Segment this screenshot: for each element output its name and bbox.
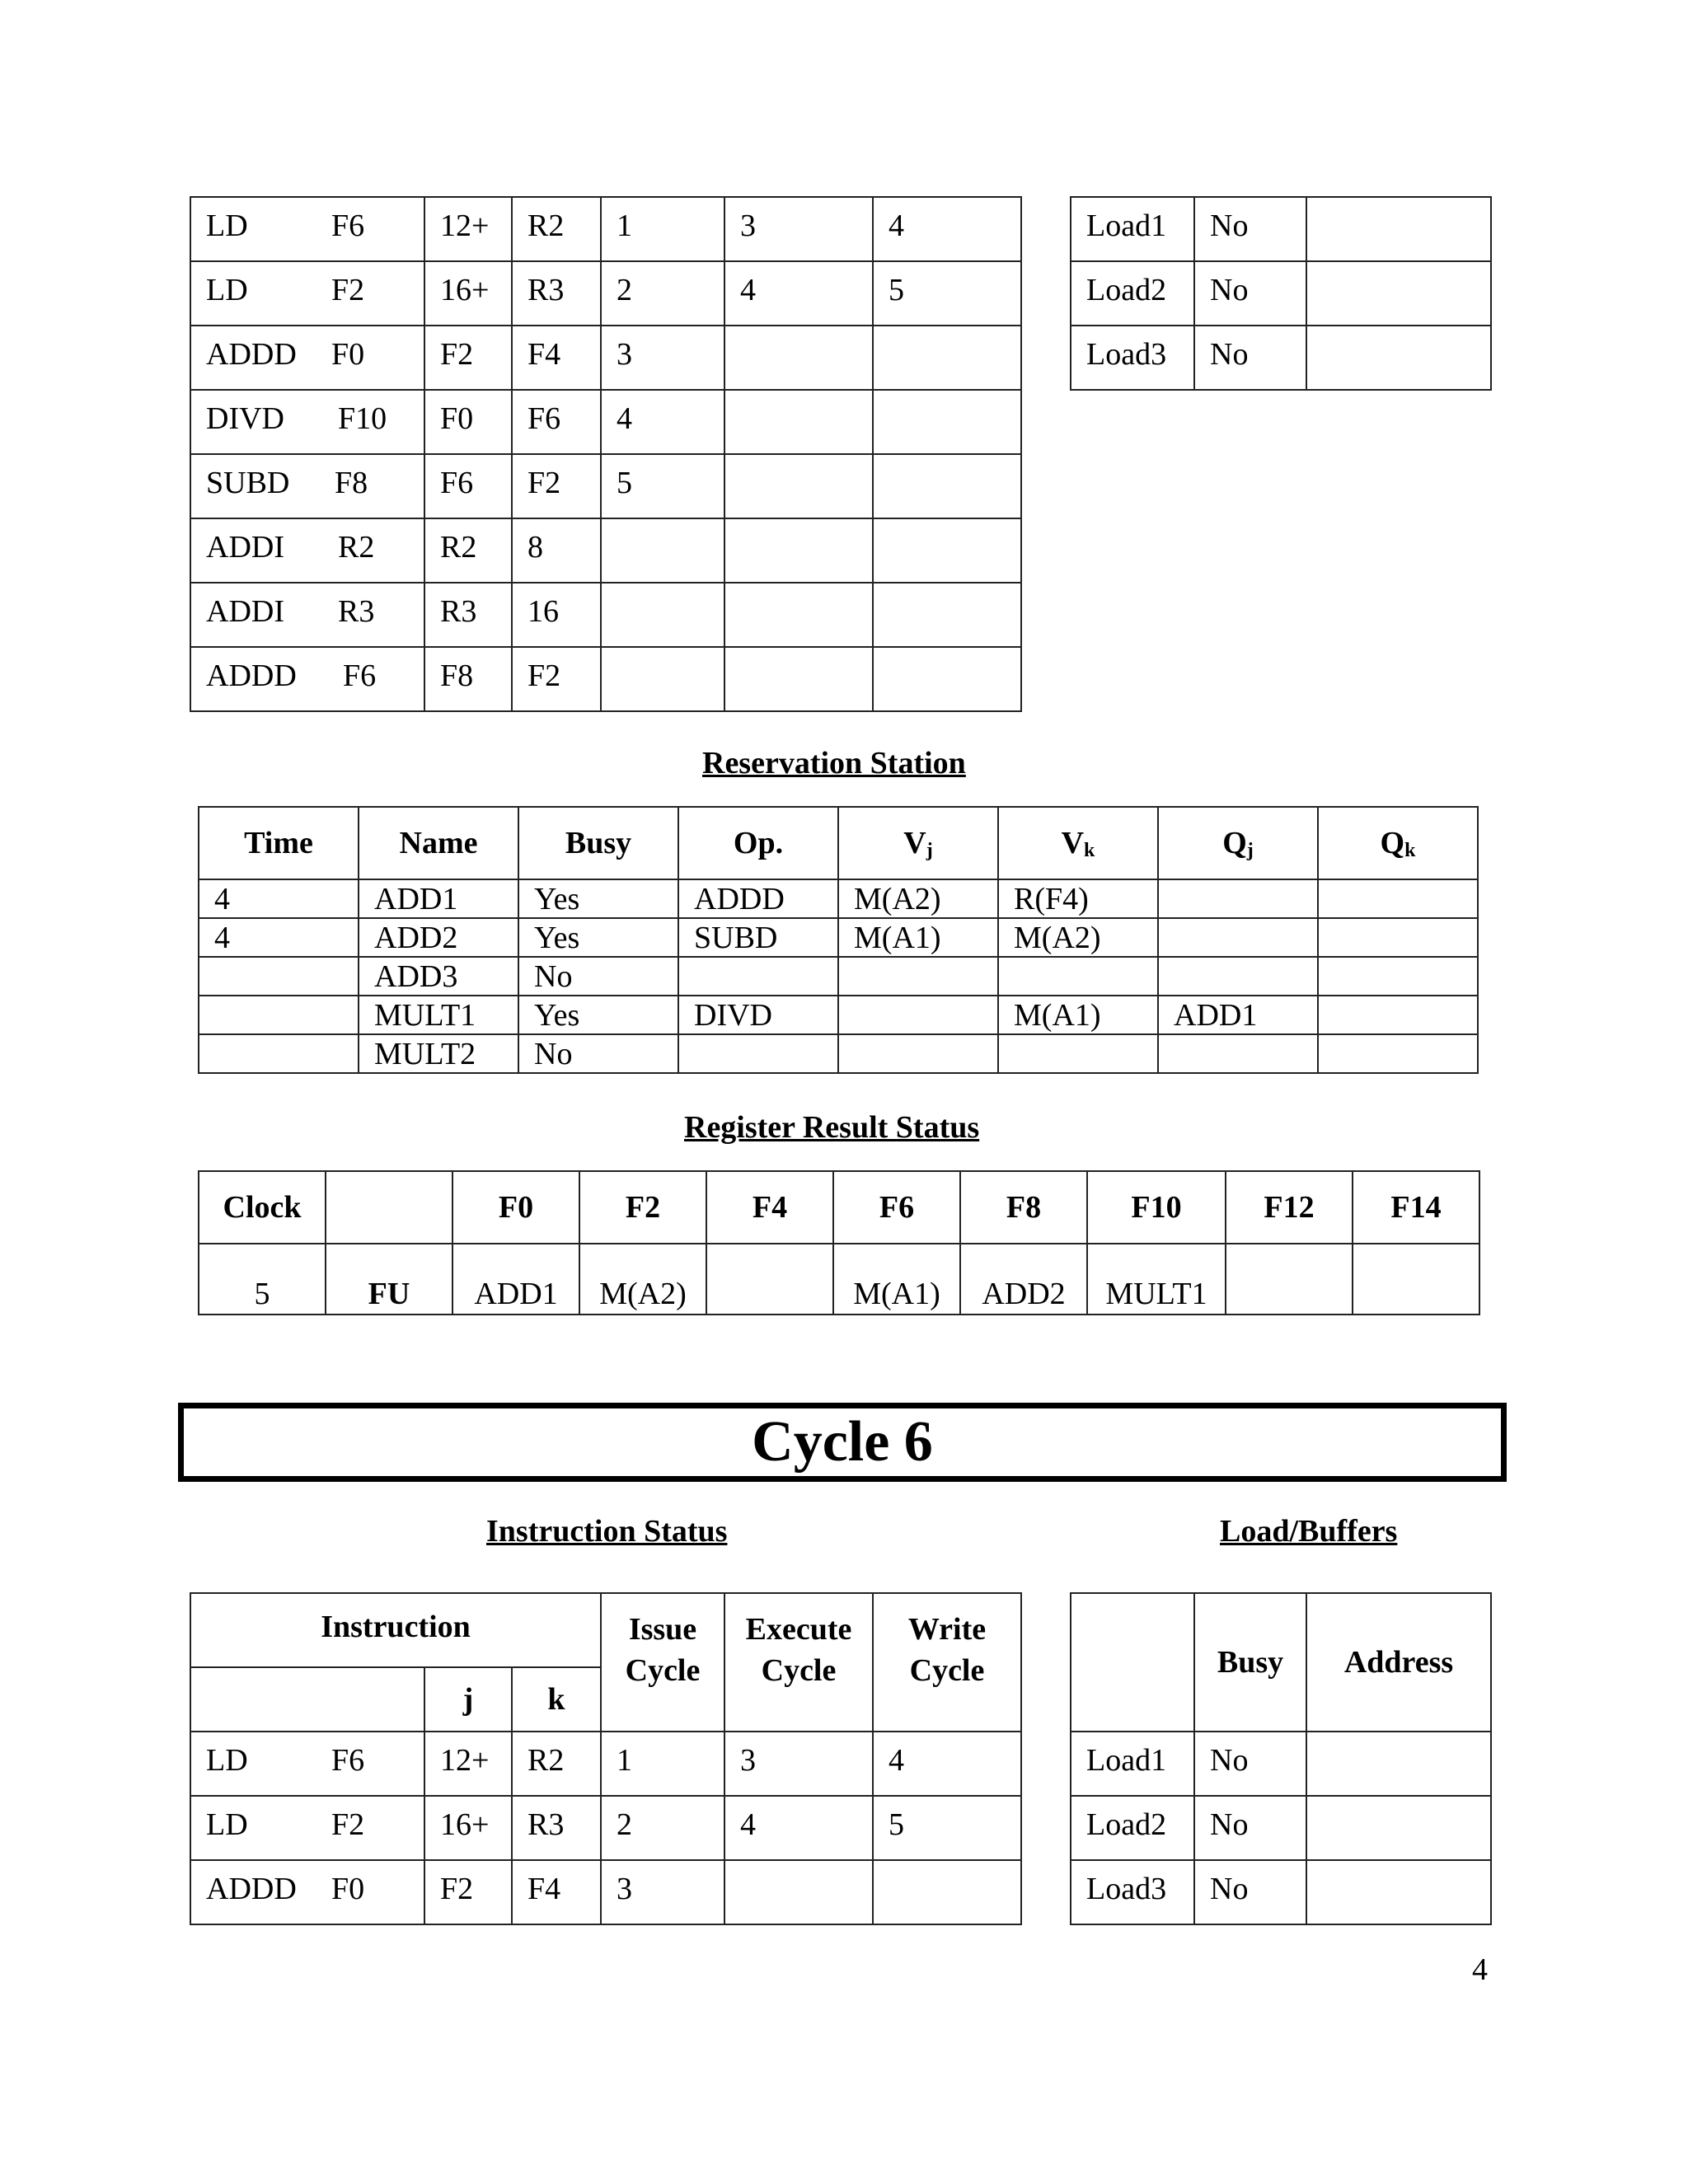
j-cell: 16+ (424, 1796, 512, 1860)
load-name-cell: Load1 (1071, 197, 1194, 261)
k-cell: F2 (512, 647, 601, 711)
address-cell (1306, 261, 1491, 326)
register-status-cell: ADD2 (960, 1244, 1087, 1315)
register-header: F2 (579, 1171, 706, 1244)
instruction-status-table-top (190, 196, 1022, 712)
table-row (1071, 1796, 1491, 1860)
issue-cell: 5 (601, 454, 724, 518)
clock-header: Clock (199, 1171, 326, 1244)
table-row (1071, 197, 1491, 261)
busy-cell: No (1194, 1796, 1306, 1860)
k-cell: F6 (512, 390, 601, 454)
register-header: F10 (1087, 1171, 1226, 1244)
vj-cell: M(A1) (838, 918, 998, 957)
issue-cell (601, 518, 724, 583)
write-cell: 4 (873, 197, 1021, 261)
load-buffers-table (1070, 1592, 1492, 1925)
register-status-cell (1353, 1244, 1479, 1315)
busy-cell: Yes (518, 918, 678, 957)
op-cell (678, 957, 838, 996)
name-cell: MULT1 (359, 996, 518, 1034)
j-cell: F6 (424, 454, 512, 518)
name-header: Name (359, 807, 518, 879)
busy-cell: No (1194, 1860, 1306, 1924)
busy-header: Busy (1194, 1593, 1306, 1732)
execute-cell (724, 1860, 873, 1924)
load-name-cell: Load3 (1071, 326, 1194, 390)
vj-cell: M(A2) (838, 879, 998, 918)
instruction-cell: LD F6 (190, 197, 424, 261)
register-result-status-title: Register Result Status (684, 1110, 980, 1145)
busy-header: Busy (518, 807, 678, 879)
write-cell (873, 390, 1021, 454)
instruction-cell: LD F6 (190, 1732, 424, 1796)
k-cell: 8 (512, 518, 601, 583)
table-header-row (199, 807, 1478, 879)
table-row (199, 918, 1478, 957)
table-row (190, 326, 1021, 390)
j-cell: R2 (424, 518, 512, 583)
vk-cell: R(F4) (998, 879, 1158, 918)
register-result-status-table (198, 1170, 1480, 1315)
vj-cell (838, 1034, 998, 1073)
write-cell (873, 518, 1021, 583)
execute-cell: 4 (724, 1796, 873, 1860)
issue-cell: 2 (601, 1796, 724, 1860)
j-cell: R3 (424, 583, 512, 647)
address-header: Address (1306, 1593, 1491, 1732)
qj-header: $Q_j$ (1158, 807, 1318, 879)
address-cell (1306, 197, 1491, 261)
op-cell (678, 1034, 838, 1073)
k-cell: R3 (512, 1796, 601, 1860)
empty-header-cell (1071, 1593, 1194, 1732)
op-header: Op. (678, 807, 838, 879)
vk-cell (998, 1034, 1158, 1073)
write-cell (873, 1860, 1021, 1924)
name-cell: ADD3 (359, 957, 518, 996)
instruction-status-table (190, 1592, 1022, 1925)
time-cell: 4 (199, 879, 359, 918)
cycle-banner (178, 1403, 1507, 1482)
execute-cell (724, 326, 873, 390)
instruction-cell: DIVD F10 (190, 390, 424, 454)
j-cell: 12+ (424, 197, 512, 261)
load-name-cell: Load2 (1071, 261, 1194, 326)
busy-cell: No (518, 1034, 678, 1073)
table-row (190, 647, 1021, 711)
time-cell (199, 1034, 359, 1073)
vj-cell (838, 996, 998, 1034)
load-name-cell: Load3 (1071, 1860, 1194, 1924)
qj-cell (1158, 957, 1318, 996)
write-cell (873, 647, 1021, 711)
j-header: j (424, 1667, 512, 1732)
execute-cell: 4 (724, 261, 873, 326)
busy-cell: No (518, 957, 678, 996)
table-row (190, 197, 1021, 261)
vj-header: $V_j$ (838, 807, 998, 879)
time-cell (199, 957, 359, 996)
register-header: F12 (1226, 1171, 1353, 1244)
op-cell: SUBD (678, 918, 838, 957)
write-cell (873, 326, 1021, 390)
clock-value: 5 (199, 1244, 326, 1315)
register-header: F8 (960, 1171, 1087, 1244)
issue-cell (601, 647, 724, 711)
busy-cell: Yes (518, 879, 678, 918)
busy-cell: No (1194, 197, 1306, 261)
table-row (190, 261, 1021, 326)
empty-header-cell (326, 1171, 452, 1244)
qk-cell (1318, 918, 1478, 957)
instruction-cell: ADDI R2 (190, 518, 424, 583)
load-buffers-title: Load/Buffers (1220, 1514, 1398, 1549)
table-header-row (199, 1171, 1479, 1244)
register-status-cell: ADD1 (452, 1244, 579, 1315)
op-cell: ADDD (678, 879, 838, 918)
instruction-status-title: Instruction Status (486, 1514, 728, 1549)
issue-cell: 1 (601, 197, 724, 261)
write-cell (873, 454, 1021, 518)
vk-cell: M(A1) (998, 996, 1158, 1034)
issue-cell: 3 (601, 326, 724, 390)
address-cell (1306, 326, 1491, 390)
execute-cycle-header: Execute Cycle (724, 1593, 873, 1732)
issue-cell (601, 583, 724, 647)
j-cell: F2 (424, 1860, 512, 1924)
busy-cell: No (1194, 326, 1306, 390)
vk-cell (998, 957, 1158, 996)
execute-cell (724, 390, 873, 454)
execute-cell (724, 454, 873, 518)
table-row (190, 1796, 1021, 1860)
issue-cell: 4 (601, 390, 724, 454)
write-cell: 5 (873, 261, 1021, 326)
qj-cell: ADD1 (1158, 996, 1318, 1034)
register-status-cell: M(A2) (579, 1244, 706, 1315)
register-header: F4 (706, 1171, 833, 1244)
table-row (1071, 261, 1491, 326)
time-cell (199, 996, 359, 1034)
instruction-cell: LD F2 (190, 261, 424, 326)
register-status-cell (1226, 1244, 1353, 1315)
register-status-cell (706, 1244, 833, 1315)
table-row (190, 1860, 1021, 1924)
execute-cell (724, 518, 873, 583)
table-row (190, 583, 1021, 647)
k-header: k (512, 1667, 601, 1732)
instruction-cell: LD F2 (190, 1796, 424, 1860)
register-header: F14 (1353, 1171, 1479, 1244)
register-status-cell: M(A1) (833, 1244, 960, 1315)
table-header-row (190, 1593, 1021, 1667)
execute-cell (724, 647, 873, 711)
table-header-row (1071, 1593, 1491, 1732)
page-number: 4 (1472, 1952, 1488, 1987)
instruction-cell: ADDD F0 (190, 1860, 424, 1924)
table-row (1071, 1860, 1491, 1924)
k-cell: R2 (512, 1732, 601, 1796)
qj-cell (1158, 1034, 1318, 1073)
vk-cell: M(A2) (998, 918, 1158, 957)
empty-header-cell (190, 1667, 424, 1732)
time-cell: 4 (199, 918, 359, 957)
vj-cell (838, 957, 998, 996)
j-cell: F8 (424, 647, 512, 711)
register-header: F6 (833, 1171, 960, 1244)
table-row (199, 1244, 1479, 1315)
table-row (199, 957, 1478, 996)
busy-cell: Yes (518, 996, 678, 1034)
load-name-cell: Load2 (1071, 1796, 1194, 1860)
table-row (1071, 326, 1491, 390)
j-cell: F0 (424, 390, 512, 454)
write-cell: 5 (873, 1796, 1021, 1860)
table-row (190, 1732, 1021, 1796)
qk-cell (1318, 879, 1478, 918)
table-row (190, 518, 1021, 583)
op-cell: DIVD (678, 996, 838, 1034)
reservation-station-table (198, 806, 1479, 1074)
k-cell: 16 (512, 583, 601, 647)
load-name-cell: Load1 (1071, 1732, 1194, 1796)
cycle-title: Cycle 6 (752, 1410, 933, 1474)
table-row (199, 1034, 1478, 1073)
write-cell (873, 583, 1021, 647)
instruction-cell: SUBD F8 (190, 454, 424, 518)
issue-cell: 3 (601, 1860, 724, 1924)
vk-header: $V_k$ (998, 807, 1158, 879)
name-cell: MULT2 (359, 1034, 518, 1073)
execute-cell: 3 (724, 197, 873, 261)
qj-cell (1158, 918, 1318, 957)
issue-cell: 1 (601, 1732, 724, 1796)
time-header: Time (199, 807, 359, 879)
k-cell: R2 (512, 197, 601, 261)
table-row (190, 390, 1021, 454)
register-header: F0 (452, 1171, 579, 1244)
issue-cycle-header: Issue Cycle (601, 1593, 724, 1732)
j-cell: F2 (424, 326, 512, 390)
issue-cell: 2 (601, 261, 724, 326)
write-cycle-header: Write Cycle (873, 1593, 1021, 1732)
k-cell: F4 (512, 326, 601, 390)
reservation-station-title: Reservation Station (702, 746, 966, 780)
j-cell: 12+ (424, 1732, 512, 1796)
qk-header: $Q_k$ (1318, 807, 1478, 879)
qk-cell (1318, 1034, 1478, 1073)
execute-cell: 3 (724, 1732, 873, 1796)
address-cell (1306, 1732, 1491, 1796)
instruction-cell: ADDD F0 (190, 326, 424, 390)
table-row (1071, 1732, 1491, 1796)
register-status-cell: MULT1 (1087, 1244, 1226, 1315)
table-row (199, 879, 1478, 918)
load-buffers-table-top (1070, 196, 1492, 391)
execute-cell (724, 583, 873, 647)
k-cell: F4 (512, 1860, 601, 1924)
write-cell: 4 (873, 1732, 1021, 1796)
qj-cell (1158, 879, 1318, 918)
busy-cell: No (1194, 261, 1306, 326)
qk-cell (1318, 996, 1478, 1034)
instruction-header: Instruction (190, 1593, 601, 1667)
qk-cell (1318, 957, 1478, 996)
table-row (199, 996, 1478, 1034)
table-row (190, 454, 1021, 518)
name-cell: ADD1 (359, 879, 518, 918)
busy-cell: No (1194, 1732, 1306, 1796)
name-cell: ADD2 (359, 918, 518, 957)
address-cell (1306, 1860, 1491, 1924)
k-cell: F2 (512, 454, 601, 518)
j-cell: 16+ (424, 261, 512, 326)
address-cell (1306, 1796, 1491, 1860)
k-cell: R3 (512, 261, 601, 326)
instruction-cell: ADDD F6 (190, 647, 424, 711)
fu-label: FU (326, 1244, 452, 1315)
instruction-cell: ADDI R3 (190, 583, 424, 647)
